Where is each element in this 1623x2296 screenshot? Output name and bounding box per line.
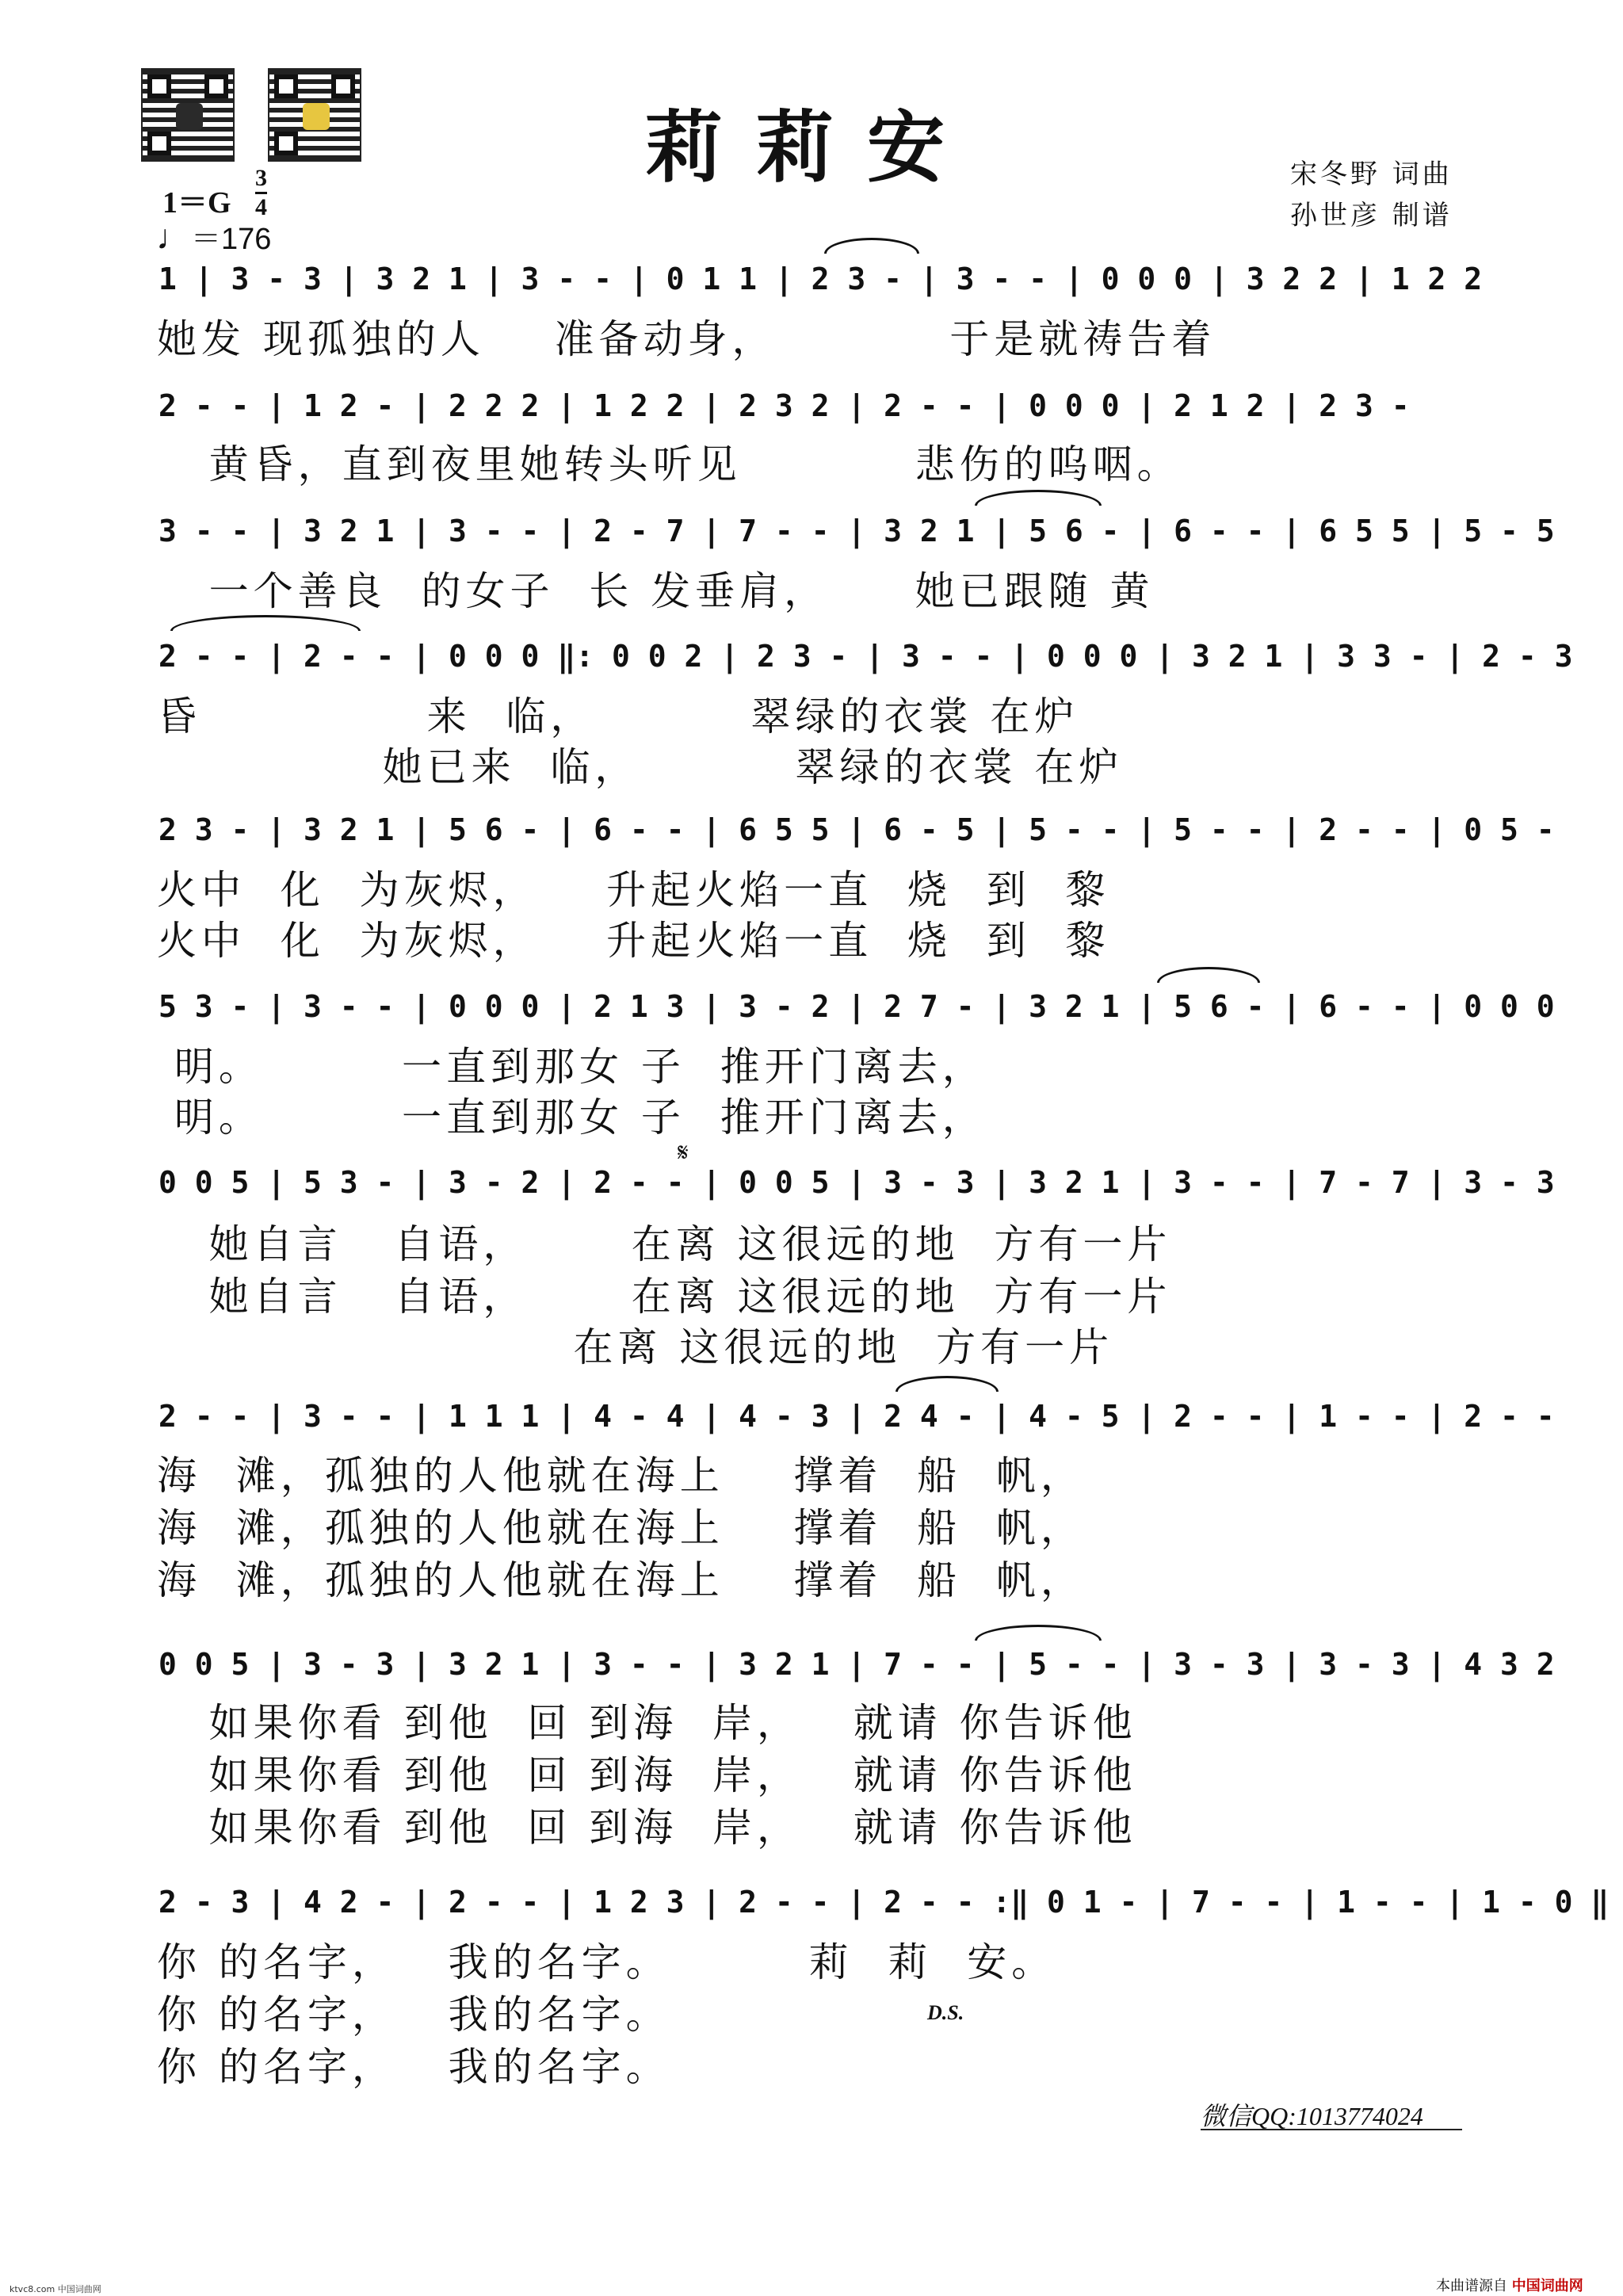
notation-line: 2 - - | 3 - - | 1 1 1 | 4 - 4 | 4 - 3 | 2 4 - | 4 - 5 | 2 - - | 1 - - | 2 - - [158,1399,1555,1434]
notation-line: 3 - - | 3 2 1 | 3 - - | 2 - 7 | 7 - - | 3 2 1 | 5 6 - | 6 - - | 6 5 5 | 5 - 5 [158,514,1555,548]
slur [975,1625,1102,1641]
lyric-line: 她发 现孤独的人 准备动身， 于是就祷告着 [157,316,1216,362]
lyric-line: 海 滩，孤独的人他就在海上 撑着 船 帆， [157,1557,1085,1603]
lyric-line: 她自言 自语， 在离 这很远的地 方有一片 [157,1221,1172,1267]
ds-marking: D.S. [927,2001,964,2024]
time-signature [255,166,267,220]
lyric-line: 你 的名字， 我的名字。 [157,2044,670,2090]
time-signature-bottom: 4 [255,194,267,220]
lyric-line: 明。 一直到那女 子 推开门离去， [157,1044,987,1090]
footer-prefix: 本曲谱源自 [1436,2278,1512,2294]
notation-line: 0 0 5 | 3 - 3 | 3 2 1 | 3 - - | 3 2 1 | 7 - - | 5 - - | 3 - 3 | 3 - 3 | 4 3 2 [158,1647,1555,1682]
footer-brand: 中国词曲网 [1511,2278,1583,2294]
lyric-line: 她自言 自语， 在离 这很远的地 方有一片 [157,1274,1172,1320]
slur [1157,967,1260,983]
lyric-line: 在离 这很远的地 方有一片 [157,1324,1114,1370]
quarter-note-icon: ♩ [156,218,191,257]
lyric-line: 海 滩，孤独的人他就在海上 撑着 船 帆， [157,1453,1085,1499]
lyric-line: 一个善良 的女子 长 发垂肩， 她已跟随 黄 [157,568,1155,614]
lyric-line: 你 的名字， 我的名字。 [157,1992,670,2038]
lyricist-composer-credit: 宋冬野 词曲 [1290,159,1453,190]
slur [896,1376,999,1392]
slur [170,615,361,631]
notation-line: 0 0 5 | 5 3 - | 3 - 2 | 2 - - | 0 0 5 | 3 - 3 | 3 2 1 | 3 - - | 7 - 7 | 3 - 3 [158,1165,1555,1200]
notation-line: 2 - 3 | 4 2 - | 2 - - | 1 2 3 | 2 - - | 2 - - :‖ 0 1 - | 7 - - | 1 - - | 1 - 0 ‖ [158,1885,1610,1920]
slur [975,490,1102,506]
slur [824,238,919,254]
contact-info: 微信QQ:1013774024 [1201,2102,1423,2130]
time-signature-top: 3 [255,165,267,191]
divider [1201,2129,1462,2130]
notation-line: 1 | 3 - 3 | 3 2 1 | 3 - - | 0 1 1 | 2 3 - | 3 - - | 0 0 0 | 3 2 2 | 1 2 2 [158,262,1483,296]
tempo-marking [156,214,271,258]
lyric-line: 黄昏，直到夜里她转头听见 悲伤的呜咽。 [157,441,1182,487]
footer-source-left: ktvc8.com 中国词曲网 [10,2284,101,2294]
lyric-line: 她已来 临， 翠绿的衣裳 在炉 [157,744,1124,790]
lyric-line: 昏 来 临， 翠绿的衣裳 在炉 [157,693,1079,739]
lyric-line: 如果你看 到他 回 到海 岸， 就请 你告诉他 [157,1805,1137,1851]
lyric-line: 如果你看 到他 回 到海 岸， 就请 你告诉他 [157,1700,1137,1746]
key-signature: 1＝G [162,186,231,220]
lyric-line: 明。 一直到那女 子 推开门离去， [157,1095,987,1140]
lyric-line: 火中 化 为灰烬， 升起火焰一直 烧 到 黎 [157,918,1110,964]
lyric-line: 海 滩，孤独的人他就在海上 撑着 船 帆， [157,1505,1085,1551]
transcriber-credit: 孙世彦 制谱 [1290,200,1453,231]
notation-line: 2 3 - | 3 2 1 | 5 6 - | 6 - - | 6 5 5 | 6 - 5 | 5 - - | 5 - - | 2 - - | 0 5 - [158,812,1555,847]
lyric-line: 火中 化 为灰烬， 升起火焰一直 烧 到 黎 [157,867,1110,913]
notation-line: 2 - - | 1 2 - | 2 2 2 | 1 2 2 | 2 3 2 | 2 - - | 0 0 0 | 2 1 2 | 2 3 - [158,388,1410,423]
segno-sign: 𝄋 [678,1137,689,1167]
lyric-line: 如果你看 到他 回 到海 岸， 就请 你告诉他 [157,1752,1137,1798]
notation-line: 2 - - | 2 - - | 0 0 0 ‖: 0 0 2 | 2 3 - | 3 - - | 0 0 0 | 3 2 1 | 3 3 - | 2 - 3 [158,639,1573,674]
page-title: 莉莉安 [644,103,978,193]
footer-source-right [1436,2275,1583,2295]
lyric-line: 你 的名字， 我的名字。 莉 莉 安。 [157,1939,1056,1985]
tempo-value: ＝176 [191,223,272,256]
notation-line: 5 3 - | 3 - - | 0 0 0 | 2 1 3 | 3 - 2 | 2 7 - | 3 2 1 | 5 6 - | 6 - - | 0 0 0 [158,989,1555,1024]
